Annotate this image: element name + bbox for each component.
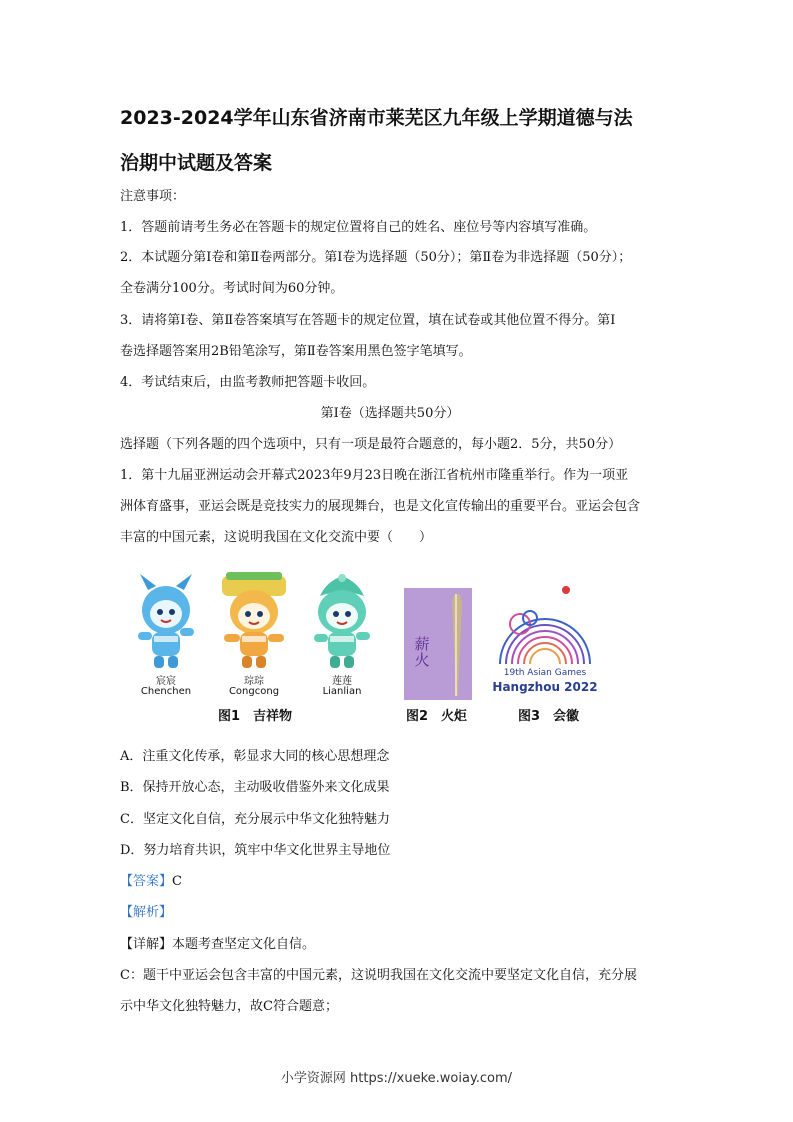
notice-item-2a: 2．本试题分第Ⅰ卷和第Ⅱ卷两部分。第Ⅰ卷为选择题（50分）；第Ⅱ卷为非选择题（50分）；: [120, 250, 632, 265]
answer-value: C: [172, 874, 182, 889]
mascot-3-name-en: Lianlian: [322, 686, 362, 697]
title-line-1: 2023-2024学年山东省济南市莱芜区九年级上学期道德与法: [120, 107, 633, 129]
mascot-chenchen-image: [130, 572, 202, 672]
question-figures: [130, 572, 600, 722]
mascot-lianlian-image: [306, 572, 378, 672]
question-1-line-2: 洲体育盛事，亚运会既是竞技实力的展现舞台，也是文化宣传输出的重要平台。亚运会包含: [120, 499, 641, 514]
explanation-c-line-1: C：题干中亚运会包含丰富的中国元素，这说明我国在文化交流中要坚定文化自信，充分展: [120, 968, 637, 983]
answer-tag: 【答案】: [120, 874, 173, 889]
option-c: C．坚定文化自信，充分展示中华文化独特魅力: [120, 812, 390, 827]
part1-heading: 第Ⅰ卷（选择题共50分）: [320, 406, 460, 421]
explanation-c-line-2: 示中华文化独特魅力，故C符合题意；: [120, 999, 338, 1014]
question-1-line-3: 丰富的中国元素，这说明我国在文化交流中要（ ）: [120, 530, 433, 545]
mascot-2-name-cn: 琮琮: [244, 676, 264, 687]
figure-2-label: 图2 火炬: [406, 709, 468, 724]
option-b: B．保持开放心态，主动吸收借鉴外来文化成果: [120, 780, 390, 795]
option-d: D．努力培育共识，筑牢中华文化世界主导地位: [120, 843, 391, 858]
torch-text: 薪火: [414, 635, 430, 669]
emblem-line-1: 19th Asian Games: [503, 668, 587, 678]
document-title: [120, 96, 690, 186]
mascot-2-name-en: Congcong: [228, 686, 280, 697]
section-intro: 选择题（下列各题的四个选项中，只有一项是最符合题意的，每小题2．5分，共50分）: [120, 437, 622, 452]
notice-item-1: 1．答题前请考生务必在答题卡的规定位置将自己的姓名、座位号等内容填写准确。: [120, 220, 597, 235]
notice-item-3a: 3．请将第Ⅰ卷、第Ⅱ卷答案填写在答题卡的规定位置，填在试卷或其他位置不得分。第Ⅰ: [120, 313, 616, 328]
notice-heading: 注意事项：: [120, 189, 186, 204]
question-1-line-1: 1．第十九届亚洲运动会开幕式2023年9月23日晚在浙江省杭州市隆重举行。作为一项亚: [120, 468, 629, 483]
analysis-tag: 【解析】: [120, 905, 173, 920]
mascot-1-name-en: Chenchen: [140, 686, 192, 697]
emblem-line-2: Hangzhou 2022: [492, 680, 598, 694]
notice-item-4: 4．考试结束后，由监考教师把答题卡收回。: [120, 375, 376, 390]
answer-line: [120, 872, 680, 892]
detail-text: 本题考查坚定文化自信。: [172, 937, 316, 952]
mascot-1-name-cn: 宸宸: [156, 676, 176, 687]
title-line-2: 治期中试题及答案: [120, 152, 273, 174]
mascot-3-name-cn: 莲莲: [332, 676, 352, 687]
figure-1-label: 图1 吉祥物: [218, 709, 293, 724]
detail-tag: 【详解】: [120, 937, 173, 952]
detail-line: [120, 935, 680, 955]
notice-item-2b: 全卷满分100分。考试时间为60分钟。: [120, 281, 344, 296]
notice-item-3b: 卷选择题答案用2B铅笔涂写，第Ⅱ卷答案用黑色签字笔填写。: [120, 344, 472, 359]
mascot-congcong-image: [216, 572, 292, 672]
footer-watermark: 小学资源网 https://xueke.woiay.com/: [280, 1071, 513, 1086]
option-a: A．注重文化传承，彰显求大同的核心思想理念: [120, 749, 390, 764]
figure-3-label: 图3 会徽: [518, 709, 580, 724]
